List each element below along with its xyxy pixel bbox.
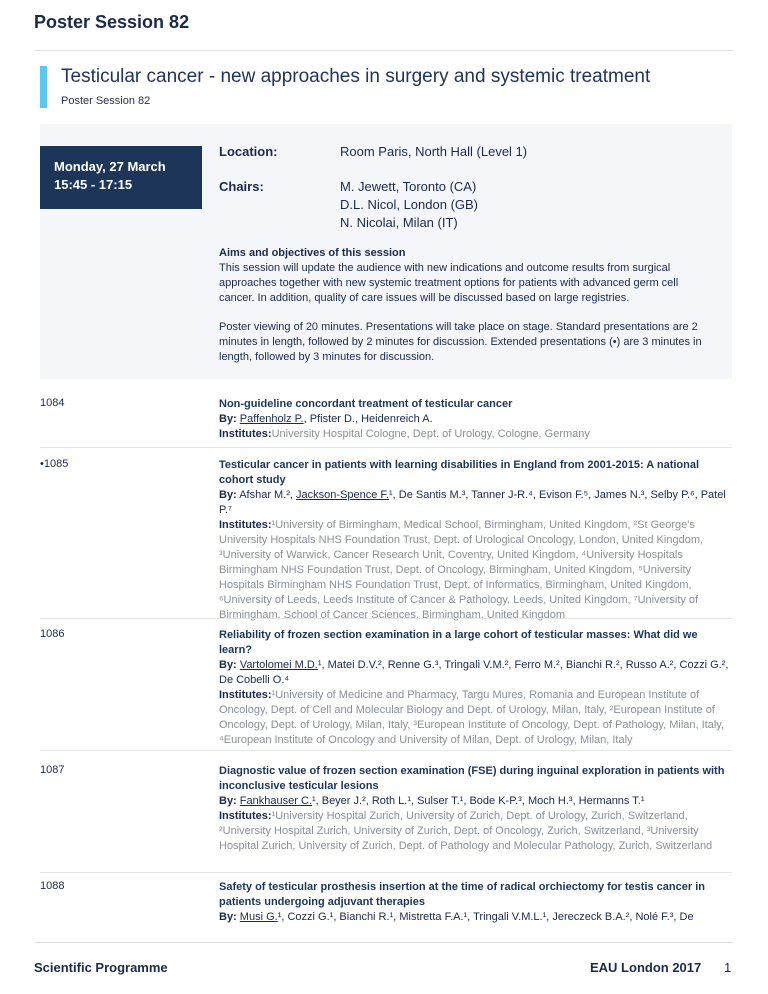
abstract-body	[219, 458, 731, 623]
abstract-institutes	[219, 688, 731, 748]
presenter-name: Musi G.	[239, 911, 278, 923]
co-authors-before: Afshar M.²,	[239, 489, 293, 501]
abstract-divider	[40, 618, 732, 619]
presenter-name: Jackson-Spence F.	[296, 489, 389, 501]
session-subtitle: Poster Session 82	[61, 95, 151, 107]
by-label: By:	[219, 659, 237, 671]
abstract-body	[219, 764, 731, 854]
co-authors: ¹, Cozzi G.¹, Bianchi R.¹, Mistretta F.A.¹, Tringali V.M.L.¹, Jereczeck B.A.², Nolé F.³, De	[277, 911, 694, 923]
session-accent-bar	[40, 66, 47, 108]
institutes-text: ¹University Hospital Zurich, University of Zurich, Dept. of Urology, Zurich, Switzerland, ²University Hospital Zurich, University of Zurich, Dept. of Oncology, Zurich, Switzerland, ³University Hospital Zurich, University of Zurich, Dept. of Pathology and Molecular Pathology, Zurich, Switzerland	[219, 810, 713, 852]
institutes-label: Institutes:	[219, 428, 272, 440]
institutes-label: Institutes:	[219, 689, 272, 701]
abstract-title: Reliability of frozen section examination in a large cohort of testicular masses: What did we learn?	[219, 629, 698, 656]
institutes-text: ¹University of Medicine and Pharmacy, Targu Mures, Romania and European Institute of Oncology, Dept. of Cell and Molecular Biology and Dept. of Urology, Milan, Italy, ²European Institute of Oncology, Dept. of Urology, Milan, Italy, ³European Institute of Oncology, Dept. of Pathology, Milan, Italy, ⁴European Institute of Oncology and University of Milan, Dept. of Urology, Milan, Italy	[219, 689, 725, 746]
abstract-institutes	[219, 518, 731, 623]
abstract-title: Diagnostic value of frozen section examination (FSE) during inguinal exploration in patients with inconclusive testicular lesions	[219, 765, 725, 792]
by-label: By:	[219, 413, 237, 425]
chairs-list	[340, 178, 478, 232]
session-date: Monday, 27 March	[54, 159, 166, 174]
footer-event-label: EAU London 2017	[590, 960, 702, 975]
co-authors: ¹, Matei D.V.², Renne G.³, Tringali V.M.², Ferro M.², Bianchi R.², Russo A.², Cozzi G.², De Cobelli O.⁴	[219, 659, 729, 686]
abstract-authors	[219, 488, 731, 518]
page-header-title: Poster Session 82	[34, 12, 190, 32]
institutes-label: Institutes:	[219, 810, 272, 822]
institutes-text: University Hospital Cologne, Dept. of Urology, Cologne, Germany	[271, 428, 590, 440]
abstract-number: 1088	[40, 880, 65, 892]
aims-title: Aims and objectives of this session	[219, 247, 406, 259]
presenter-name: Paffenholz P.	[239, 413, 304, 425]
viewing-info: Poster viewing of 20 minutes. Presentations will take place on stage. Standard presentations are 2 minutes in length, followed by 2 minutes for discussion. Extended presentations (•) are 3 minutes in length, followed by 3 minutes for discussion.	[219, 321, 702, 363]
aims-text: This session will update the audience with new indications and outcome results from surgical approaches together with new systemic treatment options for patients with advanced germ cell cancer. In addition, quality of care issues will be discussed based on large registries.	[219, 262, 679, 304]
header-divider	[34, 50, 734, 51]
session-title: Testicular cancer - new approaches in surgery and systemic treatment	[61, 66, 651, 87]
abstract-body	[219, 628, 731, 748]
page-number: 1	[724, 960, 732, 975]
presenter-name: Vartolomei M.D.	[239, 659, 318, 671]
abstract-institutes	[219, 427, 731, 442]
presenter-name: Fankhauser C.	[239, 795, 312, 807]
aims-section	[219, 246, 714, 306]
abstract-authors	[219, 412, 731, 427]
abstract-title: Testicular cancer in patients with learning disabilities in England from 2001-2015: A national cohort study	[219, 459, 700, 486]
chair-item: M. Jewett, Toronto (CA)	[340, 179, 477, 194]
co-authors: ¹, De Santis M.³, Tanner J-R.⁴, Evison F.⁵, James N.³, Selby P.⁶, Patel P.⁷	[219, 489, 726, 516]
abstract-number: 1087	[40, 764, 65, 776]
chair-item: N. Nicolai, Milan (IT)	[340, 215, 458, 230]
abstract-divider	[40, 872, 732, 873]
location-value: Room Paris, North Hall (Level 1)	[340, 144, 528, 159]
footer-divider	[34, 942, 734, 943]
session-date-badge	[40, 146, 202, 209]
by-label: By:	[219, 795, 237, 807]
abstract-body	[219, 880, 731, 925]
abstract-authors	[219, 910, 731, 925]
abstract-number: •1085	[40, 458, 69, 470]
abstract-body	[219, 397, 731, 442]
abstract-divider	[40, 750, 732, 751]
institutes-label: Institutes:	[219, 519, 272, 531]
abstract-title: Non-guideline concordant treatment of testicular cancer	[219, 398, 513, 410]
chairs-label: Chairs:	[219, 179, 264, 194]
abstract-authors	[219, 658, 731, 688]
abstract-institutes	[219, 809, 731, 854]
abstract-number: 1086	[40, 628, 65, 640]
by-label: By:	[219, 911, 237, 923]
by-label: By:	[219, 489, 237, 501]
co-authors: , Pfister D., Heidenreich A.	[303, 413, 433, 425]
session-time: 15:45 - 17:15	[54, 177, 133, 192]
co-authors: ¹, Beyer J.², Roth L.¹, Sulser T.¹, Bode K-P.³, Moch H.³, Hermanns T.¹	[311, 795, 645, 807]
abstract-title: Safety of testicular prosthesis insertion at the time of radical orchiectomy for testis cancer in patients undergoing adjuvant therapies	[219, 881, 705, 908]
abstract-number: 1084	[40, 397, 65, 409]
location-label: Location:	[219, 144, 278, 159]
footer-programme-label: Scientific Programme	[34, 960, 168, 975]
abstract-divider	[40, 447, 732, 448]
abstract-authors	[219, 794, 731, 809]
institutes-text: ¹University of Birmingham, Medical School, Birmingham, United Kingdom, ²St George's University Hospitals NHS Foundation Trust, Dept. of Urological Oncology, London, United Kingdom, ³University of Warwick, Cancer Research Unit, Coventry, United Kingdom, ⁴University Hospitals Birmingham NHS Foundation Trust, Dept. of Oncology, Birmingham, United Kingdom, ⁵University Hospitals Birmingham NHS Foundation Trust, Dept. of Informatics, Birmingham, United Kingdom, ⁶University of Leeds, Leeds Institute of Cancer & Pathology, Leeds, United Kingdom, ⁷University of Birmingham, School of Cancer Sciences, Birmingham, United Kingdom	[219, 519, 704, 621]
chair-item: D.L. Nicol, London (GB)	[340, 197, 479, 212]
